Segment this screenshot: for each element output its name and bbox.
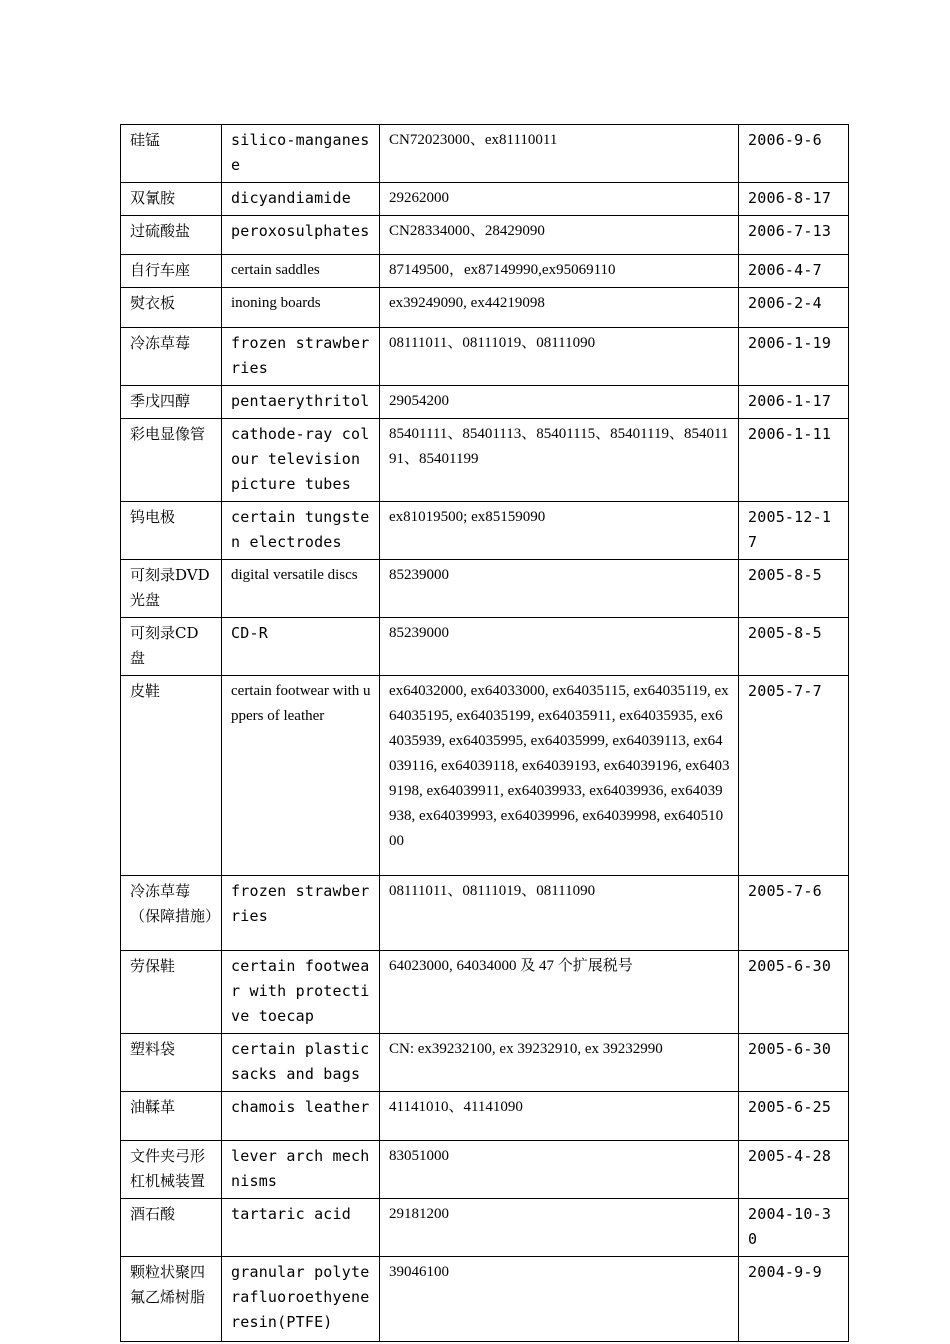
antidumping-cases-table xyxy=(120,124,849,1342)
table-row xyxy=(121,618,849,676)
date-cell: 2006-9-6 xyxy=(739,125,849,183)
tariff-code-cell: 85401111、85401113、85401115、85401119、85401191、85401199 xyxy=(380,419,739,502)
tariff-code-cell: 08111011、08111019、08111090 xyxy=(380,876,739,951)
product-name-cn-cell: 文件夹弓形杠机械装置 xyxy=(121,1141,222,1199)
product-name-cn-cell: 硅锰 xyxy=(121,125,222,183)
tariff-code-cell: 83051000 xyxy=(380,1141,739,1199)
date-cell: 2005-6-30 xyxy=(739,1034,849,1092)
product-name-en-cell: frozen strawberries xyxy=(222,328,380,386)
product-name-cn-cell: 可刻录CD盘 xyxy=(121,618,222,676)
date-cell: 2006-2-4 xyxy=(739,288,849,328)
date-cell: 2005-12-17 xyxy=(739,502,849,560)
product-name-en-cell: certain footwear with protective toecap xyxy=(222,951,380,1034)
product-name-cn-cell: 可刻录DVD光盘 xyxy=(121,560,222,618)
product-name-cn-cell: 冷冻草莓（保障措施） xyxy=(121,876,222,951)
date-cell: 2006-1-19 xyxy=(739,328,849,386)
product-name-cn-cell: 过硫酸盐 xyxy=(121,216,222,255)
tariff-code-cell: ex64032000, ex64033000, ex64035115, ex64035119, ex64035195, ex64035199, ex64035911, ex64035935, ex64035939, ex64035995, ex64035999, ex64039113, ex64039116, ex64039118, ex64039193, ex64039196, ex64039198, ex64039911, ex64039933, ex64039936, ex64039938, ex64039993, ex64039996, ex64039998, ex64051000 xyxy=(380,676,739,876)
table-row xyxy=(121,560,849,618)
table-row xyxy=(121,1257,849,1342)
product-name-cn-cell: 钨电极 xyxy=(121,502,222,560)
table-row xyxy=(121,951,849,1034)
date-cell: 2005-6-30 xyxy=(739,951,849,1034)
date-cell: 2005-7-7 xyxy=(739,676,849,876)
date-cell: 2006-4-7 xyxy=(739,255,849,288)
tariff-code-cell: ex39249090, ex44219098 xyxy=(380,288,739,328)
product-name-en-cell: peroxosulphates xyxy=(222,216,380,255)
table-row xyxy=(121,288,849,328)
tariff-code-cell: 41141010、41141090 xyxy=(380,1092,739,1141)
date-cell: 2005-7-6 xyxy=(739,876,849,951)
tariff-code-cell: 29054200 xyxy=(380,386,739,419)
product-name-cn-cell: 皮鞋 xyxy=(121,676,222,876)
tariff-code-cell: ex81019500; ex85159090 xyxy=(380,502,739,560)
date-cell: 2005-8-5 xyxy=(739,560,849,618)
tariff-code-cell: 64023000, 64034000 及 47 个扩展税号 xyxy=(380,951,739,1034)
tariff-code-cell: 29262000 xyxy=(380,183,739,216)
tariff-code-cell: 85239000 xyxy=(380,618,739,676)
tariff-code-cell: 85239000 xyxy=(380,560,739,618)
date-cell: 2006-1-17 xyxy=(739,386,849,419)
product-name-en-cell: dicyandiamide xyxy=(222,183,380,216)
table-row xyxy=(121,502,849,560)
tariff-code-cell: 87149500，ex87149990,ex95069110 xyxy=(380,255,739,288)
product-name-en-cell: certain plastic sacks and bags xyxy=(222,1034,380,1092)
product-name-en-cell: cathode-ray colour television picture tubes xyxy=(222,419,380,502)
product-name-cn-cell: 自行车座 xyxy=(121,255,222,288)
product-name-en-cell: chamois leather xyxy=(222,1092,380,1141)
tariff-code-cell: 29181200 xyxy=(380,1199,739,1257)
product-name-en-cell: silico-manganese xyxy=(222,125,380,183)
product-name-en-cell: certain footwear with uppers of leather xyxy=(222,676,380,876)
table-row xyxy=(121,125,849,183)
date-cell: 2006-8-17 xyxy=(739,183,849,216)
product-name-cn-cell: 彩电显像管 xyxy=(121,419,222,502)
tariff-code-cell: 08111011、08111019、08111090 xyxy=(380,328,739,386)
product-name-en-cell: lever arch mechnisms xyxy=(222,1141,380,1199)
date-cell: 2005-8-5 xyxy=(739,618,849,676)
product-name-en-cell: tartaric acid xyxy=(222,1199,380,1257)
product-name-en-cell: granular polyterafluoroethyene resin(PTFE) xyxy=(222,1257,380,1342)
table-row xyxy=(121,1092,849,1141)
tariff-code-cell: 39046100 xyxy=(380,1257,739,1342)
product-name-en-cell: digital versatile discs xyxy=(222,560,380,618)
tariff-code-cell: CN: ex39232100, ex 39232910, ex 39232990 xyxy=(380,1034,739,1092)
product-name-cn-cell: 酒石酸 xyxy=(121,1199,222,1257)
product-name-en-cell: certain tungsten electrodes xyxy=(222,502,380,560)
table-row xyxy=(121,676,849,876)
product-name-en-cell: inoning boards xyxy=(222,288,380,328)
table-row xyxy=(121,386,849,419)
table-row xyxy=(121,328,849,386)
product-name-cn-cell: 塑料袋 xyxy=(121,1034,222,1092)
product-name-cn-cell: 双氰胺 xyxy=(121,183,222,216)
table-row xyxy=(121,419,849,502)
product-name-cn-cell: 劳保鞋 xyxy=(121,951,222,1034)
date-cell: 2004-10-30 xyxy=(739,1199,849,1257)
table-row xyxy=(121,216,849,255)
table-row xyxy=(121,876,849,951)
table-row xyxy=(121,1141,849,1199)
date-cell: 2006-7-13 xyxy=(739,216,849,255)
table-row xyxy=(121,255,849,288)
tariff-code-cell: CN28334000、28429090 xyxy=(380,216,739,255)
product-name-cn-cell: 油鞣革 xyxy=(121,1092,222,1141)
table-row xyxy=(121,1034,849,1092)
product-name-cn-cell: 季戊四醇 xyxy=(121,386,222,419)
table-row xyxy=(121,183,849,216)
table-row xyxy=(121,1199,849,1257)
product-name-en-cell: frozen strawberries xyxy=(222,876,380,951)
product-name-en-cell: CD-R xyxy=(222,618,380,676)
tariff-code-cell: CN72023000、ex81110011 xyxy=(380,125,739,183)
product-name-cn-cell: 颗粒状聚四氟乙烯树脂 xyxy=(121,1257,222,1342)
product-name-cn-cell: 熨衣板 xyxy=(121,288,222,328)
product-name-cn-cell: 冷冻草莓 xyxy=(121,328,222,386)
date-cell: 2005-6-25 xyxy=(739,1092,849,1141)
date-cell: 2004-9-9 xyxy=(739,1257,849,1342)
product-name-en-cell: certain saddles xyxy=(222,255,380,288)
product-name-en-cell: pentaerythritol xyxy=(222,386,380,419)
table-body xyxy=(121,125,849,1342)
date-cell: 2006-1-11 xyxy=(739,419,849,502)
date-cell: 2005-4-28 xyxy=(739,1141,849,1199)
